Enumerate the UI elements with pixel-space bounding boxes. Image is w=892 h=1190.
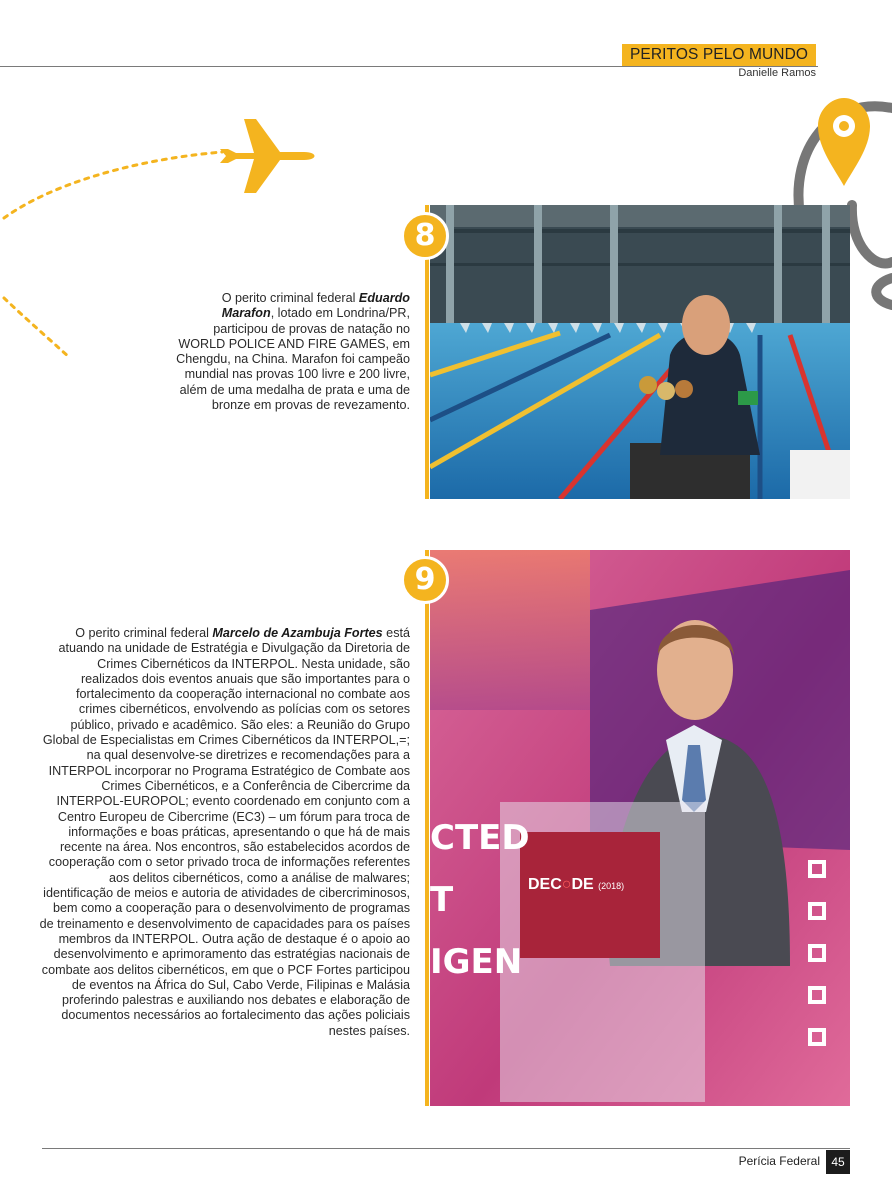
story9-intro: O perito criminal federal (75, 626, 213, 640)
airplane-icon (220, 119, 315, 193)
story9-text (38, 626, 410, 1039)
podium-title-b: DE (571, 876, 594, 893)
story9-body: está atuando na unidade de Estratégia e Divulgação da Diretoria de Crimes Cibernéticos da INTERPOL. Nesta unidade, são realizados dois eventos anuais que são importantes para o fortalecimento da cooperação internacional no combate aos crimes cibernéticos, envolvendo as polícias com os setores público, privado e acadêmico. São eles: a Reunião do Grupo Global de Especialistas em Crimes Cibernéticos da INTERPOL,=; na qual desenvolve-se diretrizes e recomendações para a INTERPOL incorporar no Programa Estratégico de Combate aos Crimes Cibernéticos, e a Conferência de Cibercrime da INTERPOL-EUROPOL; evento coordenado em conjunto com a Centro Europeu de Cibercrime (EC3) – um fórum para troca de informações e boas práticas, apresentando o que há de mais recente na área. Nos encontros, são estabelecidos acordos de cooperação com o setor privado troca de informações referentes aos delitos cibernéticos, como a análise de malwares; identificação de meios e autoria de atividades de cibercriminosos, bem como a cooperação para o desenvolvimento de programas de treinamento e desenvolvimento de capacidades para os países membros da INTERPOL. Outra ação de destaque é o apoio ao desenvolvimento e aprimoramento das estratégias nacionais de combate aos delitos cibernéticos, em que o PCF Fortes participou de eventos na África do Sul, Cabo Verde, Filipinas e Malásia proferindo palestras e auxiliando nos debates e elaboração de documentos necessários ao fortalecimento das ações policiais nestes países. (39, 626, 410, 1038)
footer-rule (42, 1148, 850, 1149)
story8-name: Eduardo Marafon (221, 291, 410, 321)
story-number-badge: 8 (401, 212, 449, 260)
story8-intro: O perito criminal federal (221, 291, 359, 305)
podium-title-a: DEC (528, 876, 562, 893)
screen-text: CTED (430, 818, 530, 858)
speaker-photo (430, 550, 850, 1106)
location-pin-icon (818, 98, 870, 186)
story9-name: Marcelo de Azambuja Fortes (212, 626, 383, 640)
photo9-accent-bar (425, 550, 429, 1106)
page-number: 45 (826, 1150, 850, 1174)
magazine-name: Perícia Federal (738, 1154, 820, 1168)
podium-o-mark: ○ (561, 876, 572, 893)
section-tag: PERITOS PELO MUNDO (622, 44, 816, 66)
screen-text: T (430, 880, 454, 920)
swimmer-photo (430, 205, 850, 499)
story-number-badge: 9 (401, 556, 449, 604)
screen-text: IGEN (430, 942, 523, 982)
author-name: Danielle Ramos (738, 67, 816, 79)
podium-title (528, 876, 624, 894)
story8-body: , lotado em Londrina/PR, participou de provas de natação no WORLD POLICE AND FIRE GAMES, em Chengdu, na China. Marafon foi campeão mundial nas provas 100 livre e 200 livre, além de uma medalha de prata e uma de bronze em provas de revezamento. (176, 306, 410, 413)
podium-year: (2018) (598, 881, 625, 891)
story8-text (168, 291, 410, 413)
